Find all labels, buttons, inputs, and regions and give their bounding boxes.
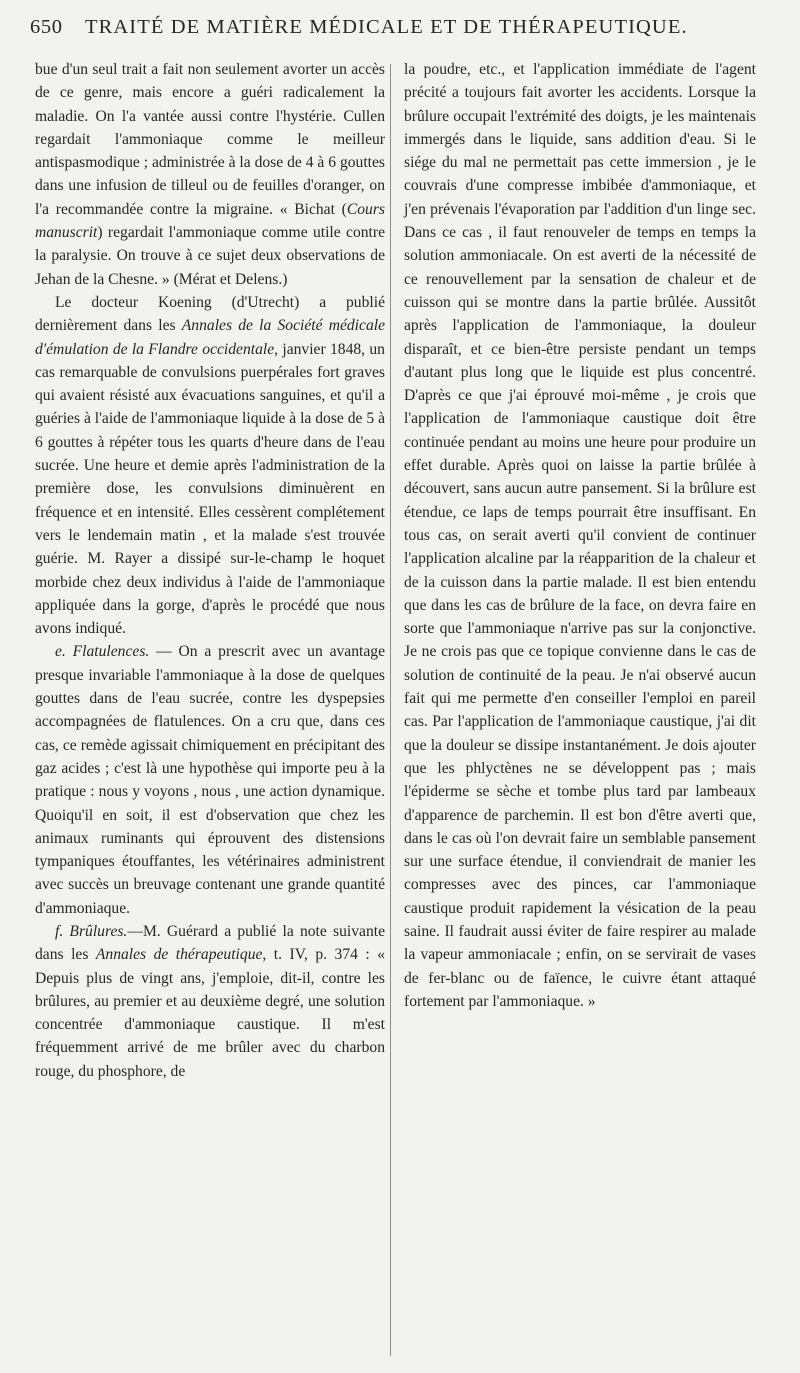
page-header [30,16,782,56]
italic-text: Cours manuscrit [35,200,385,242]
body-text: — On a prescrit avec un avantage presque invariable l'ammoniaque à la dose de quelques gouttes dans de l'eau sucrée, contre les dyspepsies accompagnées de flatulences. On a cru que, dans ces cas, ce remède agissait chimiquement en précipitant des gaz acides ; c'est là une hypothèse qui importe peu à la pratique : nous y voyons , nous , une action dynamique. Quoiqu'il en soit, il est d'observation que chez les animaux ruminants qui éprouvent des distensions tympaniques étouffantes, les vétérinaires administrent avec succès un breuvage contenant une grande quantité d'ammoniaque. [35,643,385,917]
running-title: TRAITÉ DE MATIÈRE MÉDICALE ET DE THÉRAPEUTIQUE. [85,16,688,38]
paragraph [35,640,385,920]
body-text: bue d'un seul trait a fait non seulement avorter un accès de ce genre, mais encore a guéri radicalement la maladie. On l'a vantée aussi contre l'hystérie. Cullen regardait l'ammoniaque comme le meilleur antispasmodique ; administrée à la dose de 4 à 6 gouttes dans une infusion de tilleul ou de feuilles d'oranger, on l'a recommandée contre la migraine. « Bichat ( [35,61,385,218]
right-column [404,58,756,1013]
italic-text: e. Flatulences. [55,643,150,661]
italic-text: Annales de thérapeutique [95,946,263,964]
body-text: , janvier 1848, un cas remarquable de convulsions puerpérales fort graves qui avaient résisté aux évacuations sanguines, et qu'il a guéries à l'aide de l'ammoniaque liquide à la dose de 5 à 6 gouttes à répéter tous les quarts d'heure dans de l'eau sucrée. Une heure et demie après l'administration de la première dose, les convulsions diminuèrent en fréquence et en intensité. Elles cessèrent complétement vers le lendemain matin , et la malade s'est trouvée guérie. M. Rayer a dissipé sur-le-champ le hoquet morbide chez deux individus à l'aide de l'ammoniaque appliquée dans la gorge, d'après le procédé que nous avons indiqué. [35,340,385,638]
body-text: —M. Guérard a publié la note suivante dans les [35,922,385,964]
page-number: 650 [30,16,63,38]
paragraph [35,920,385,1083]
paragraph [35,291,385,640]
italic-text: Annales de la Société médicale d'émulation de la Flandre occidentale [35,317,385,358]
left-column [35,58,385,1083]
body-text: , t. IV, p. 374 : « Depuis plus de vingt ans, j'emploie, dit-il, contre les brûlures, au premier et au deuxième degré, une solution concentrée d'ammoniaque caustique. Il m'est fréquemment arrivé de me brûler avec du charbon rouge, du phosphore, de [35,946,386,1080]
body-text: la poudre, etc., et l'application immédiate de l'agent précité a toujours fait avorter les accidents. Lorsque la brûlure occupait l'extrémité des doigts, je les maintenais immergés dans le liquide, sans addition d'eau. Si le siége du mal ne permettait pas cette immersion , je le couvrais d'une compresse imbibée d'ammoniaque, et j'en prévenais l'évaporation par l'addition d'un linge sec. Dans ce cas , il faut renouveler de temps en temps la solution ammoniacale. On est averti de la nécessité de ce renouvellement par la sensation de chaleur et de cuisson qui se montre dans la partie brûlée. Aussitôt après l'application de l'ammoniaque, la douleur disparaît, et ce bien-être persiste pendant un temps d'autant plus long que le liquide est plus concentré. D'après ce que j'ai éprouvé moi-même , je crois que l'application de l'ammoniaque caustique doit être continuée pendant au moins une heure pour produire un effet durable. Après quoi on laisse la partie brûlée à découvert, sans aucun autre pansement. Si la brûlure est étendue, ce laps de temps pourrait être insuffisant. En tous cas, on serait averti qu'il convient de continuer l'application alcaline par la réapparition de la chaleur et de la cuisson dans la partie malade. Il est bien entendu que dans les cas de brûlure de la face, on devra faire en sorte que l'ammoniaque n'arrive pas sur la conjonctive. Je ne crois pas que ce topique convienne dans le cas de solution de continuité de la peau. Je n'ai observé aucun fait qui me permette d'en conseiller l'emploi en pareil cas. Par l'application de l'ammoniaque caustique, j'ai dit que la douleur se dissipe instantanément. Je dois ajouter que les phlyctènes ne se développent pas ; mais l'épiderme se sèche et tombe plus tard par lambeaux d'apparence de parchemin. Il est bon d'être averti que, dans le cas où l'on devrait faire un semblable pansement sur une surface étendue, il conviendrait de manier les compresses avec des pinces, car l'ammoniaque caustique produit rapidement la vésication de la peau saine. Il faudrait aussi éviter de faire respirer au malade la vapeur ammoniacale ; enfin, on se servirait de vases de fer-blanc ou de faïence, le cuivre étant attaqué fortement par l'ammoniaque. » [404,61,756,1010]
body-text: Le docteur Koening (d'Utrecht) a publié dernièrement dans les [35,293,385,335]
paragraph [404,58,756,1013]
body-text: ) regardait l'ammoniaque comme utile contre la paralysie. On trouve à ce sujet deux observations de Jehan de la Chesne. » (Mérat et Delens.) [35,224,385,288]
column-divider [390,64,391,1356]
italic-text: f. Brûlures. [55,922,128,940]
paragraph [35,58,385,291]
